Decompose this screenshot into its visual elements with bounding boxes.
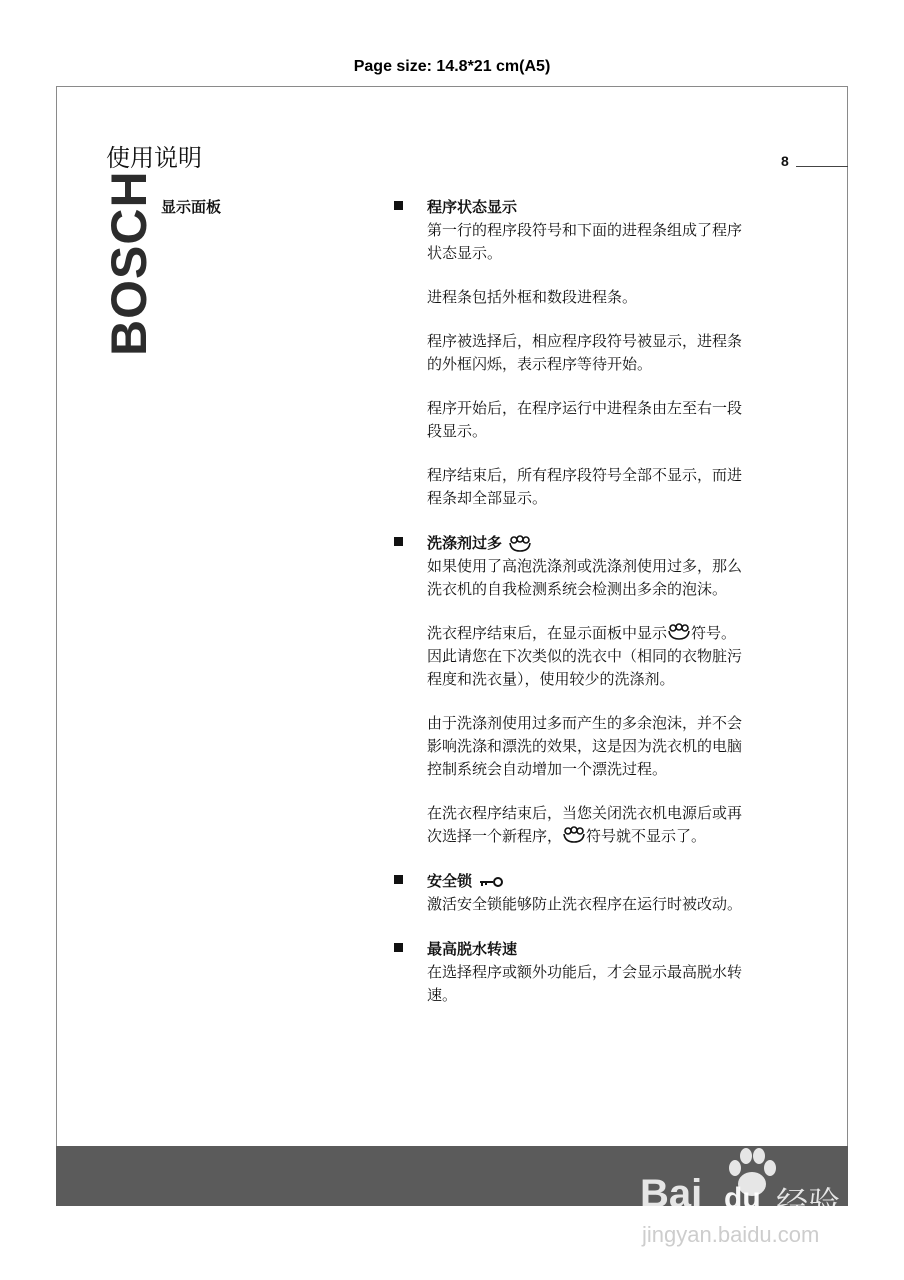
paragraph-line: 激活安全锁能够防止洗衣程序在运行时被改动。 [427,895,743,913]
item-title [427,870,785,893]
paragraph-line: 程度和洗衣量），使用较少的洗涤剂。 [427,670,675,688]
page-size-note: Page size: 14.8*21 cm(A5) [353,58,551,75]
watermark-du: du [724,1182,761,1215]
item-title-text: 最高脱水转速 [427,940,518,958]
line-text: 符号就不显示了。 [586,827,707,845]
watermark-jingyan: 经验 [776,1184,841,1222]
foam-icon [562,826,586,844]
section-label: 显示面板 [161,198,222,216]
content-column [390,196,785,1029]
paragraph-line: 段显示。 [427,422,488,440]
paragraph [427,893,785,916]
item-title-text: 洗涤剂过多 [427,534,503,552]
page-number: 8 [781,153,789,169]
paragraph-line: 程序结束后，所有程序段符号全部不显示，而进 [427,466,743,484]
paragraph-line: 在洗衣程序结束后，当您关闭洗衣机电源后或再 [427,804,743,822]
line-text: 洗衣程序结束后，在显示面板中显示 [427,624,668,642]
list-item [390,938,785,1007]
key-icon [478,875,504,889]
paragraph [427,802,785,848]
paragraph [427,219,785,265]
paragraph-line: 在选择程序或额外功能后，才会显示最高脱水转 [427,963,743,981]
baidu-watermark [640,1142,860,1252]
square-bullet-icon [394,537,403,546]
paragraph-line [427,622,785,645]
paragraph-line: 进程条包括外框和数段进程条。 [427,288,638,306]
paragraph-line: 如果使用了高泡洗涤剂或洗涤剂使用过多，那么 [427,557,743,575]
foam-icon [508,535,532,553]
square-bullet-icon [394,875,403,884]
paragraph-line: 由于洗涤剂使用过多而产生的多余泡沫，并不会 [427,714,743,732]
paragraph [427,622,785,691]
paragraph-line: 控制系统会自动增加一个漂洗过程。 [427,760,668,778]
paragraph [427,464,785,510]
paragraph [427,397,785,443]
square-bullet-icon [394,201,403,210]
square-bullet-icon [394,943,403,952]
paragraph-line: 程序开始后，在程序运行中进程条由左至右一段 [427,399,743,417]
paragraph [427,961,785,1007]
list-item [390,870,785,916]
paragraph-line: 程条却全部显示。 [427,489,548,507]
paragraph [427,286,785,309]
paragraph-line: 程序被选择后，相应程序段符号被显示，进程条 [427,332,743,350]
paragraph-line: 第一行的程序段符号和下面的进程条组成了程序 [427,221,743,239]
paragraph [427,712,785,781]
item-title [427,196,785,219]
paragraph-line: 速。 [427,986,458,1004]
watermark-url: jingyan.baidu.com [642,1222,820,1247]
document-title: 使用说明 [106,144,202,172]
paragraph [427,555,785,601]
item-title [427,532,785,555]
paragraph-line: 因此请您在下次类似的洗衣中（相同的衣物脏污 [427,647,743,665]
paragraph-line [427,825,785,848]
line-text: 符号。 [691,624,737,642]
list-item [390,532,785,848]
paragraph-line: 影响洗涤和漂洗的效果，这是因为洗衣机的电脑 [427,737,743,755]
page-number-rule [796,166,848,167]
watermark-bai: Bai [640,1172,703,1216]
item-title [427,938,785,961]
item-title-text: 程序状态显示 [427,198,518,216]
paragraph-line: 状态显示。 [427,244,503,262]
line-text: 次选择一个新程序， [427,827,563,845]
paragraph-line: 洗衣机的自我检测系统会检测出多余的泡沫。 [427,580,728,598]
item-title-text: 安全锁 [427,872,473,890]
paragraph [427,330,785,376]
foam-icon [667,623,691,641]
paragraph-line: 的外框闪烁，表示程序等待开始。 [427,355,653,373]
brand-logo-text: BOSCH [101,170,157,356]
list-item [390,196,785,510]
